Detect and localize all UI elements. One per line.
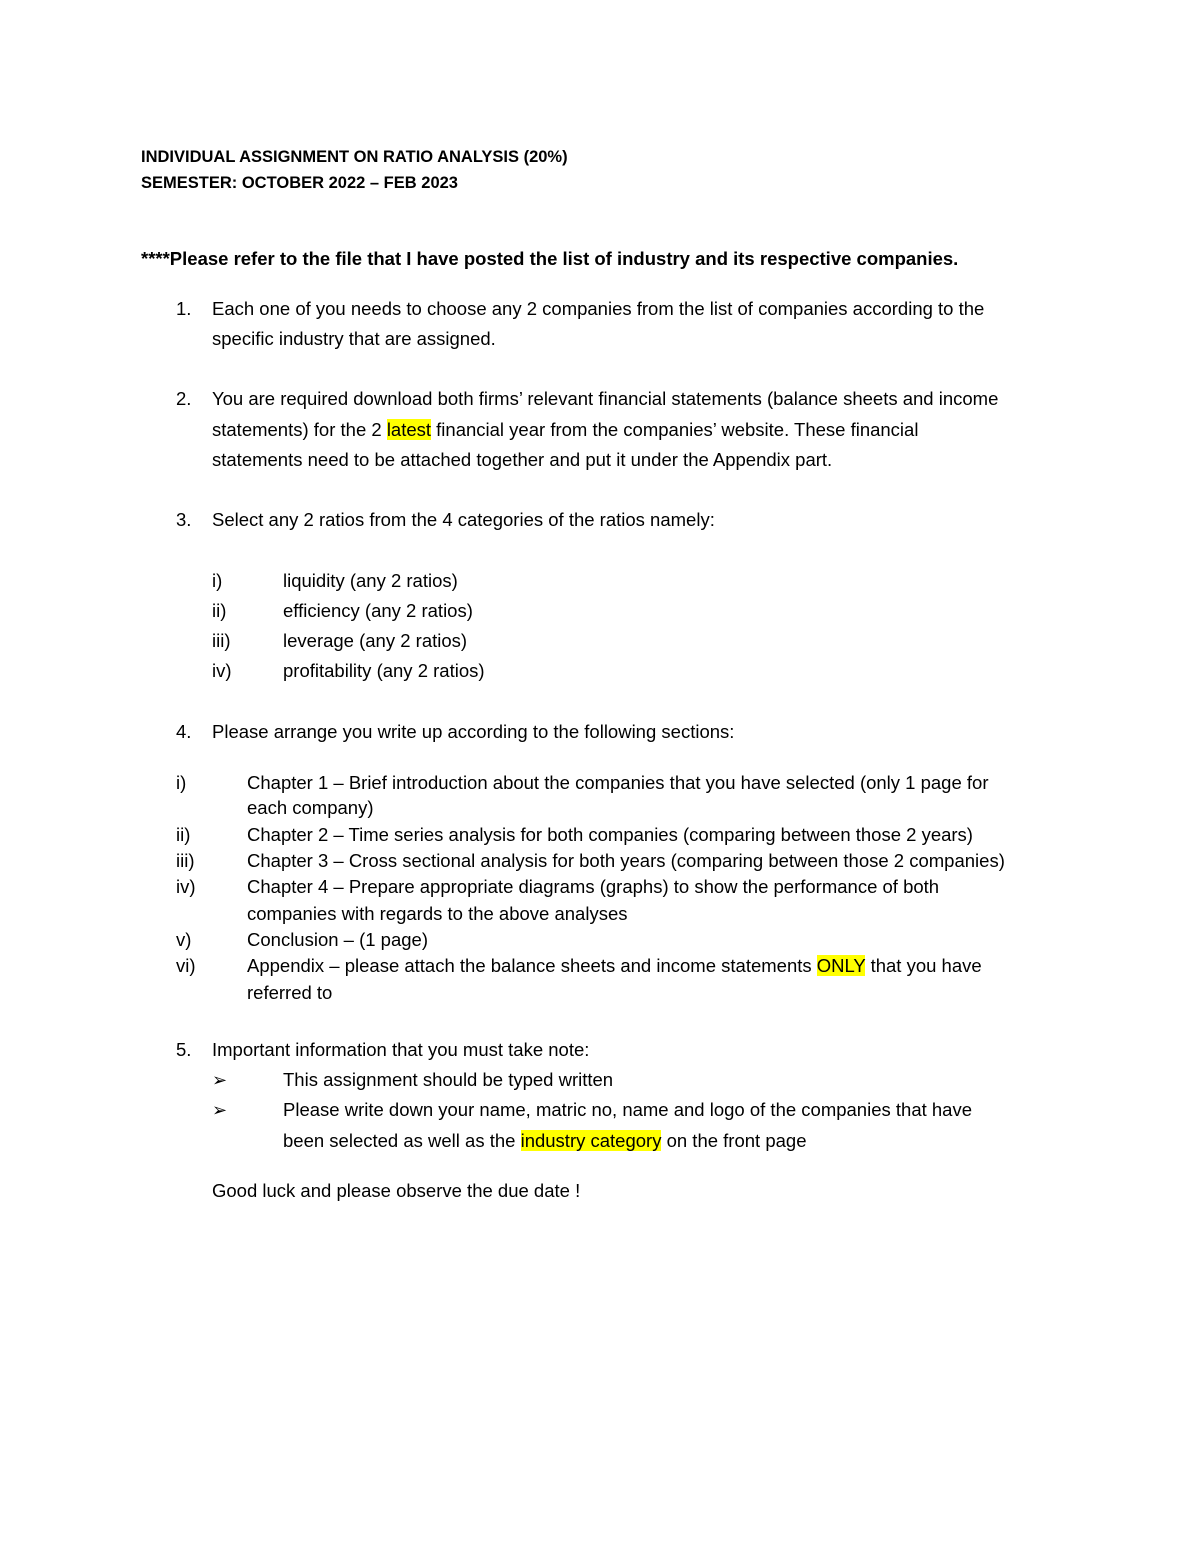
- section-1-line-1: Chapter 1 – Brief introduction about the companies that you have selected (only 1 page for: [247, 772, 989, 793]
- item-1-line-2: specific industry that are assigned.: [212, 328, 496, 349]
- item-number: 2.: [176, 388, 192, 409]
- section-4-line-1: Chapter 4 – Prepare appropriate diagrams (graphs) to show the performance of both: [247, 876, 940, 897]
- ratio-text: efficiency (any 2 ratios): [283, 600, 473, 621]
- ratio-text: leverage (any 2 ratios): [283, 630, 468, 651]
- arrow-bullet-icon: ➢: [212, 1100, 228, 1120]
- closing-line: Good luck and please observe the due date !: [212, 1180, 581, 1201]
- section-1-line-2: each company): [247, 797, 374, 818]
- section-6-line-2: referred to: [247, 982, 333, 1003]
- item-5-line-1: Important information that you must take note:: [212, 1039, 590, 1060]
- ratio-number: iv): [212, 660, 232, 681]
- ratio-number: iii): [212, 630, 231, 651]
- document-title: INDIVIDUAL ASSIGNMENT ON RATIO ANALYSIS (20%): [141, 148, 568, 166]
- section-4-line-2: companies with regards to the above analyses: [247, 903, 628, 924]
- section-6-line-1-pre: Appendix – please attach the balance sheets and income statements: [247, 955, 817, 976]
- section-number: ii): [176, 824, 191, 845]
- ratio-text: liquidity (any 2 ratios): [283, 570, 458, 591]
- highlight-industry-category: industry category: [520, 1130, 662, 1151]
- arrow-bullet-icon: ➢: [212, 1070, 228, 1090]
- item-number: 5.: [176, 1039, 192, 1060]
- bullet-2-line-1: Please write down your name, matric no, name and logo of the companies that have: [283, 1099, 972, 1120]
- ratio-text: profitability (any 2 ratios): [283, 660, 485, 681]
- item-2-line-3: statements need to be attached together and put it under the Appendix part.: [212, 449, 833, 470]
- section-number: vi): [176, 955, 196, 976]
- item-number: 1.: [176, 298, 192, 319]
- section-number: iii): [176, 850, 195, 871]
- ratio-number: ii): [212, 600, 227, 621]
- item-2-line-2: [212, 421, 918, 440]
- semester-line: SEMESTER: OCTOBER 2022 – FEB 2023: [141, 174, 458, 192]
- bullet-2-line-2: [283, 1132, 806, 1151]
- section-6-line-1-post: that you have: [865, 955, 982, 976]
- bullet-2-line-2-pre: been selected as well as the: [283, 1130, 521, 1151]
- item-2-line-2-post: financial year from the companies’ website. These financial: [431, 419, 919, 440]
- section-number: iv): [176, 876, 196, 897]
- ratio-number: i): [212, 570, 223, 591]
- item-number: 3.: [176, 509, 192, 530]
- section-6-line-1: [247, 957, 982, 976]
- item-2-line-2-pre: statements) for the 2: [212, 419, 387, 440]
- reference-note: ****Please refer to the file that I have posted the list of industry and its respective companies.: [141, 248, 959, 269]
- section-number: v): [176, 929, 192, 950]
- section-number: i): [176, 772, 187, 793]
- highlight-latest: latest: [386, 419, 432, 440]
- bullet-1-line-1: This assignment should be typed written: [283, 1069, 614, 1090]
- highlight-only: ONLY: [816, 955, 866, 976]
- section-2-line-1: Chapter 2 – Time series analysis for both companies (comparing between those 2 years): [247, 824, 973, 845]
- section-3-line-1: Chapter 3 – Cross sectional analysis for both years (comparing between those 2 companies): [247, 850, 1005, 871]
- item-2-line-1: You are required download both firms’ relevant financial statements (balance sheets and income: [212, 388, 999, 409]
- item-3-line-1: Select any 2 ratios from the 4 categories of the ratios namely:: [212, 509, 715, 530]
- section-5-line-1: Conclusion – (1 page): [247, 929, 428, 950]
- bullet-2-line-2-post: on the front page: [661, 1130, 807, 1151]
- item-4-line-1: Please arrange you write up according to the following sections:: [212, 721, 735, 742]
- item-1-line-1: Each one of you needs to choose any 2 companies from the list of companies according to the: [212, 298, 985, 319]
- item-number: 4.: [176, 721, 192, 742]
